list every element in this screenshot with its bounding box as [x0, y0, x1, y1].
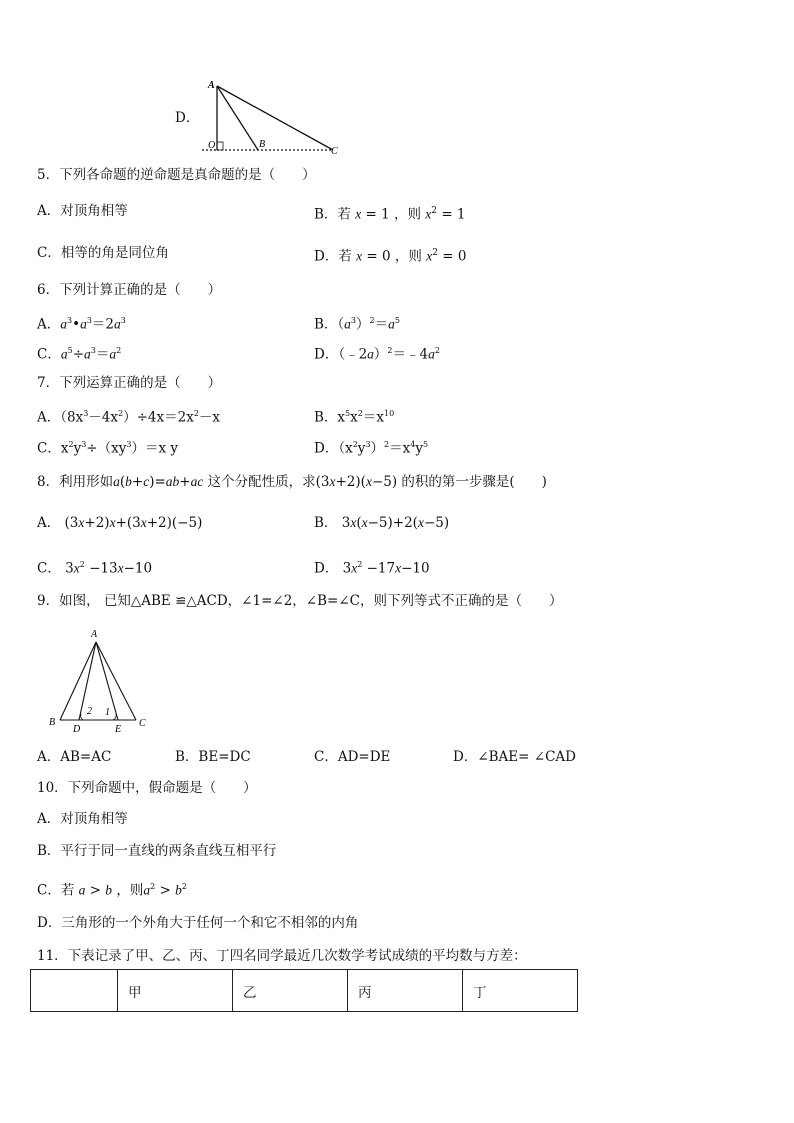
q10-option-a[interactable]: A．对顶角相等	[37, 811, 128, 827]
q8-stem-post: 的积的第一步骤是( )	[401, 474, 547, 490]
q9-label-c: C	[139, 718, 146, 729]
q5-option-b-mid: ，则	[394, 206, 421, 223]
q11-stem: 11．下表记录了甲、乙、丙、丁四名同学最近几次数学考试成绩的平均数与方差：	[37, 948, 527, 964]
q8-stem-pre: 8．利用形如	[37, 474, 114, 490]
q7-option-c[interactable]: C．$x^2y^3\div(xy^3)=x$ y	[37, 440, 178, 457]
q9-label-d: D	[73, 724, 81, 735]
q6-option-c[interactable]: C．$a^5\div a^3=a^2$	[37, 346, 122, 363]
q6-option-b[interactable]: B．$(a^3)^2=a^5$	[314, 316, 400, 333]
q9-option-d[interactable]: D．∠BAE= ∠CAD	[453, 749, 576, 765]
q4-label-a: A	[208, 80, 215, 91]
q4-label-c: C	[331, 146, 338, 157]
q10-option-c-mid: ，则	[116, 882, 144, 899]
q9-label-angle2: 2	[87, 706, 92, 717]
q4-option-d-label[interactable]: D．	[175, 110, 200, 126]
q9-triangle-figure	[45, 625, 155, 735]
q6-stem: 6．下列计算正确的是（ ）	[37, 282, 222, 298]
q10-stem: 10．下列命题中，假命题是（ ）	[37, 780, 257, 796]
q4-label-o: O	[208, 140, 216, 151]
q6-option-a[interactable]: A．$a^3•a^3=2a^3$	[37, 316, 126, 333]
table-row	[31, 970, 578, 1012]
q10-option-c[interactable]: C．若 a > b ，则$a^2 > b^2$	[37, 882, 187, 899]
q7-stem: 7．下列运算正确的是（ ）	[37, 375, 222, 391]
q10-option-c-pre: C．若	[37, 882, 75, 899]
q5-option-d-math-2: x	[426, 248, 433, 264]
q5-option-b[interactable]: B．若 x = 1 ，则 $x^2 = 1$	[314, 206, 466, 223]
q7-option-b-label: B．	[314, 409, 338, 426]
q8-option-a-label: A．	[37, 515, 61, 531]
q4-right-triangle-figure	[200, 78, 360, 158]
q9-option-b[interactable]: B．BE=DC	[175, 749, 251, 765]
q6-option-d-label: D．	[314, 346, 339, 363]
table-header-bing: 丙	[348, 970, 463, 1012]
table-header-ding: 丁	[463, 970, 578, 1012]
q7-option-d-label: D．	[314, 440, 339, 457]
q10-option-b[interactable]: B．平行于同一直线的两条直线互相平行	[37, 843, 277, 859]
q8-option-c-label: C．	[37, 560, 61, 577]
q9-stem: 9．如图， 已知△ABE ≌△ACD，∠1=∠2，∠B=∠C，则下列等式不正确的是（ ）	[37, 593, 563, 609]
q10-option-c-math-1: a	[78, 882, 86, 898]
q5-option-a[interactable]: A．对顶角相等	[37, 203, 128, 219]
q5-option-c[interactable]: C．相等的角是同位角	[37, 245, 169, 261]
q6-option-c-label: C．	[37, 346, 61, 363]
q5-option-b-math-1: x	[355, 206, 362, 222]
q7-option-a-label: A．	[37, 409, 61, 426]
q5-option-d-math-1: x	[356, 248, 363, 264]
q10-option-d[interactable]: D．三角形的一个外角大于任何一个和它不相邻的内角	[37, 915, 359, 931]
q5-option-b-math-2: x	[425, 206, 432, 222]
q8-option-d-label: D．	[314, 560, 339, 577]
q10-option-c-math-2: a	[143, 882, 151, 898]
q4-label-b: B	[259, 139, 266, 150]
q5-option-b-pre: B．若	[314, 206, 351, 223]
table-header-yi: 乙	[233, 970, 348, 1012]
table-header-blank	[31, 970, 118, 1012]
q9-label-e: E	[115, 724, 122, 735]
q8-option-b-label: B．	[314, 515, 338, 531]
q6-option-d[interactable]: D．$(﹣2a)^2=﹣4a^2$	[314, 346, 440, 363]
q9-option-a[interactable]: A．AB=AC	[37, 749, 112, 765]
q8-option-c[interactable]: C． $3x^2 -13x-10$	[37, 560, 153, 577]
q7-option-d[interactable]: D．$(x^2y^3)^2=x^4y^5$	[314, 440, 429, 457]
q8-option-a[interactable]: A． (3x+2)x+(3x+2)(−5)	[37, 515, 203, 531]
q8-stem: 8．利用形如a(b+c)=ab+ac 这个分配性质，求(3x+2)(x−5) 的积的第一步骤是( )	[37, 474, 547, 490]
q7-option-c-label: C．	[37, 440, 61, 457]
q7-option-b[interactable]: B．$x^5x^2=x^{10}$	[314, 409, 395, 426]
q8-option-b[interactable]: B． 3x(x−5)+2(x−5)	[314, 515, 450, 531]
q9-option-c[interactable]: C．AD=DE	[314, 749, 391, 765]
q8-option-d[interactable]: D． $3x^2 -17x-10$	[314, 560, 430, 577]
table-header-jia: 甲	[118, 970, 233, 1012]
q7-option-a[interactable]: A．$(8x^3-4x^2)\div 4x=2x^2-x$	[37, 409, 221, 426]
q5-option-d[interactable]: D．若 x = 0 ，则 $x^2 = 0$	[314, 248, 467, 265]
q9-label-b: B	[49, 717, 56, 728]
q6-option-b-label: B．	[314, 316, 338, 333]
q9-label-a: A	[91, 629, 98, 640]
q5-option-d-mid: ，则	[394, 248, 422, 265]
q9-label-angle1: 1	[105, 707, 110, 718]
q11-score-table	[30, 969, 578, 1012]
q5-stem: 5．下列各命题的逆命题是真命题的是（ ）	[37, 167, 316, 183]
q5-option-d-pre: D．若	[314, 248, 352, 265]
q6-option-a-label: A．	[37, 316, 61, 333]
q8-stem-mid: 这个分配性质，求	[207, 474, 316, 490]
